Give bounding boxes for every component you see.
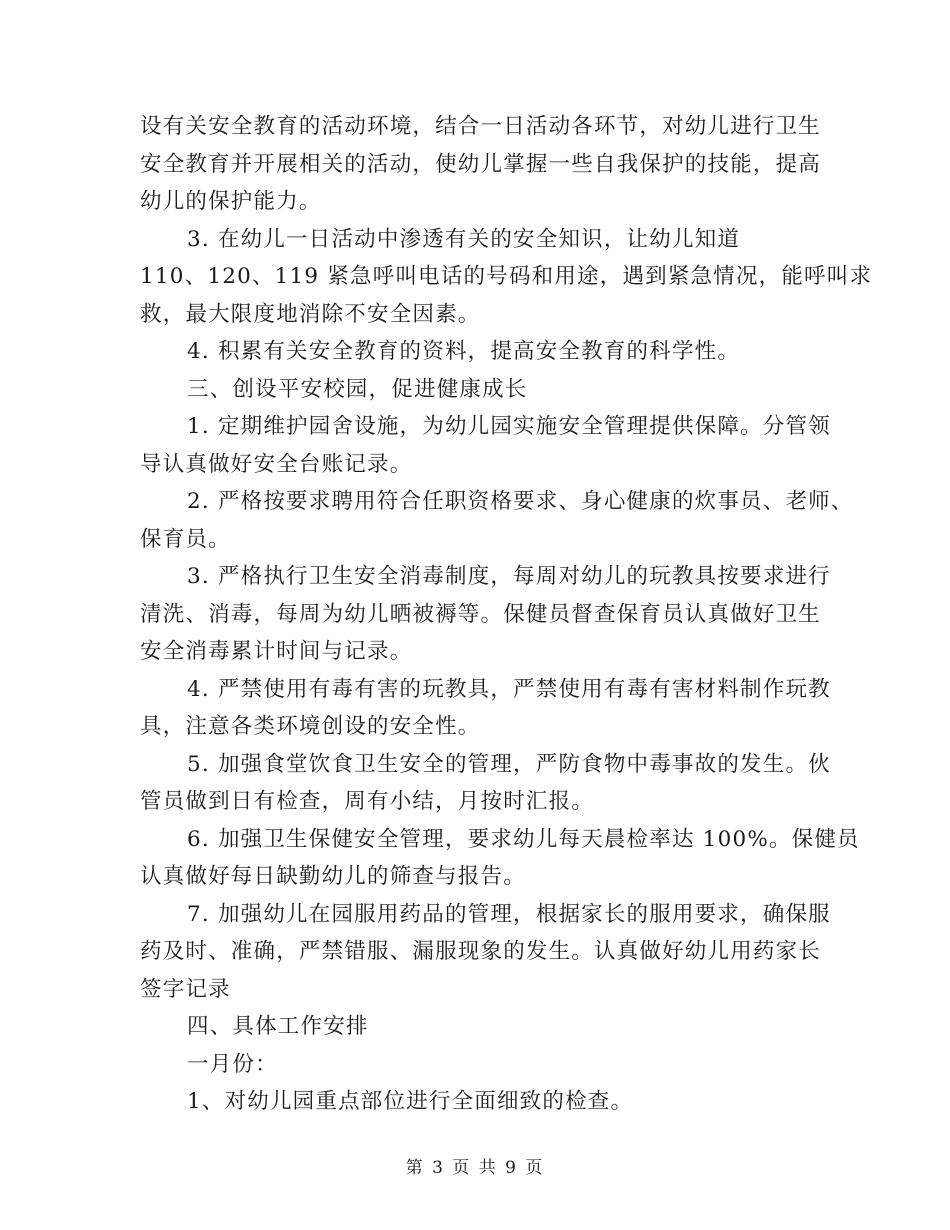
text-line: 幼儿的保护能力。	[140, 189, 322, 214]
text-line: 设有关安全教育的活动环境，结合一日活动各环节，对幼儿进行卫生	[140, 114, 822, 139]
page-number: 第 3 页 共 9 页	[405, 1158, 545, 1178]
text-line: 安全消毒累计时间与记录。	[140, 639, 413, 664]
text-line: 2. 严格按要求聘用符合任职资格要求、身心健康的炊事员、老师、	[187, 489, 854, 514]
text-line: 7. 加强幼儿在园服用药品的管理，根据家长的服用要求，确保服	[187, 901, 831, 927]
text-line: 清洗、消毒，每周为幼儿晒被褥等。保健员督查保育员认真做好卫生	[140, 601, 822, 627]
text-line: 导认真做好安全台账记录。	[140, 451, 413, 477]
text-line: 6. 加强卫生保健安全管理，要求幼儿每天晨检率达 100%。保健员	[187, 826, 860, 852]
text-line: 具，注意各类环境创设的安全性。	[140, 714, 481, 739]
text-line: 3. 严格执行卫生安全消毒制度，每周对幼儿的玩教具按要求进行	[187, 564, 831, 589]
text-line: 110、120、119 紧急呼叫电话的号码和用途，遇到紧急情况，能呼叫求	[140, 264, 873, 289]
text-line: 保育员。	[140, 526, 231, 552]
text-line: 药及时、准确，严禁错服、漏服现象的发生。认真做好幼儿用药家长	[140, 939, 822, 964]
document-body	[140, 108, 873, 1121]
text-line: 5. 加强食堂饮食卫生安全的管理，严防食物中毒事故的发生。伙	[187, 751, 831, 777]
text-line: 4. 积累有关安全教育的资料，提高安全教育的科学性。	[187, 339, 741, 364]
text-line: 3. 在幼儿一日活动中渗透有关的安全知识，让幼儿知道	[187, 226, 741, 252]
subsection-heading: 一月份：	[187, 1051, 278, 1077]
text-line: 签字记录	[140, 976, 231, 1002]
section-heading: 三、创设平安校园，促进健康成长	[187, 376, 528, 402]
text-line: 4. 严禁使用有毒有害的玩教具，严禁使用有毒有害材料制作玩教	[187, 676, 831, 702]
text-line: 安全教育并开展相关的活动，使幼儿掌握一些自我保护的技能，提高	[140, 151, 822, 177]
text-line: 1. 定期维护园舍设施，为幼儿园实施安全管理提供保障。分管领	[187, 414, 831, 439]
text-line: 管员做到日有检查，周有小结，月按时汇报。	[140, 789, 595, 814]
text-line: 救，最大限度地消除不安全因素。	[140, 301, 481, 327]
text-line: 认真做好每日缺勤幼儿的筛查与报告。	[140, 864, 526, 889]
text-line: 1、对幼儿园重点部位进行全面细致的检查。	[187, 1089, 634, 1114]
section-heading: 四、具体工作安排	[187, 1014, 369, 1039]
